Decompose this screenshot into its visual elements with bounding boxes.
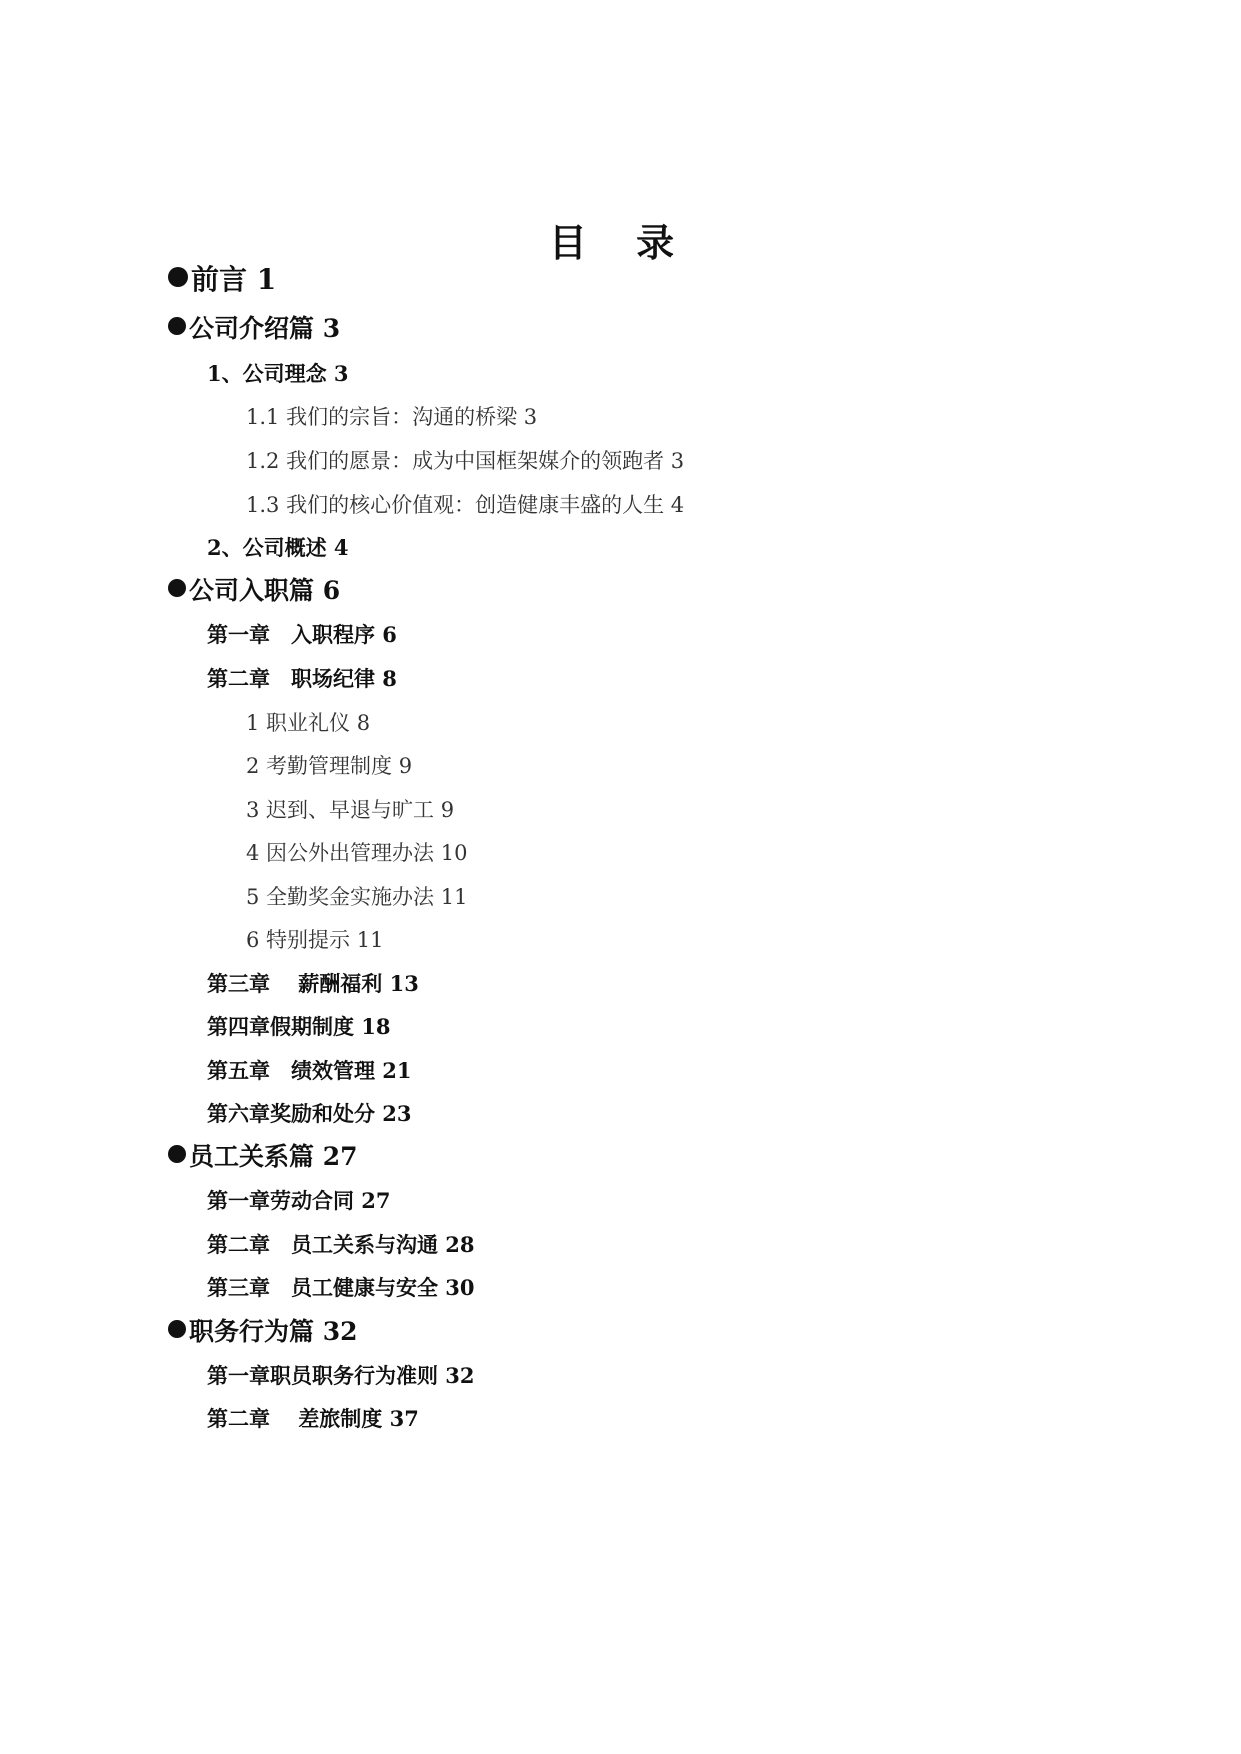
toc-entry-leave-policy: 第四章假期制度 18 <box>207 1014 391 1039</box>
bullet-icon <box>168 317 186 335</box>
toc-entry-label: 前言 1 <box>191 263 277 296</box>
toc-entry-professional-conduct <box>168 1315 358 1349</box>
toc-entry-workplace-discipline: 第二章 职场纪律 8 <box>207 666 397 691</box>
toc-entry-performance: 第五章 绩效管理 21 <box>207 1058 412 1083</box>
toc-entry-label: 公司介绍篇 3 <box>189 314 341 343</box>
toc-entry-preface <box>168 263 276 297</box>
toc-entry-relations-communication: 第二章 员工关系与沟通 28 <box>207 1232 475 1257</box>
toc-entry-special-notes: 6 特别提示 11 <box>246 928 384 952</box>
toc-entry-label: 员工关系篇 27 <box>189 1142 358 1171</box>
toc-entry-onboarding <box>168 574 340 608</box>
toc-entry-labor-contract: 第一章劳动合同 27 <box>207 1188 391 1213</box>
toc-entry-vision: 1.2 我们的愿景：成为中国框架媒介的领跑者 3 <box>246 449 685 473</box>
toc-entry-company-overview: 2、公司概述 4 <box>207 535 349 560</box>
toc-entry-employee-relations <box>168 1140 358 1174</box>
bullet-icon <box>168 1145 186 1163</box>
bullet-icon <box>168 267 188 287</box>
toc-entry-rewards-penalties: 第六章奖励和处分 23 <box>207 1101 412 1126</box>
toc-entry-onboarding-procedure: 第一章 入职程序 6 <box>207 622 397 647</box>
toc-entry-lateness: 3 迟到、早退与旷工 9 <box>246 798 455 822</box>
toc-entry-purpose: 1.1 我们的宗旨：沟通的桥梁 3 <box>246 405 538 429</box>
toc-entry-attendance-bonus: 5 全勤奖金实施办法 11 <box>246 885 468 909</box>
toc-entry-label: 职务行为篇 32 <box>189 1317 358 1346</box>
toc-entry-health-safety: 第三章 员工健康与安全 30 <box>207 1275 475 1300</box>
toc-entry-compensation: 第三章 薪酬福利 13 <box>207 971 419 996</box>
toc-entry-label: 公司入职篇 6 <box>189 576 341 605</box>
toc-entry-travel-policy: 第二章 差旅制度 37 <box>207 1406 419 1431</box>
toc-entry-conduct-code: 第一章职员职务行为准则 32 <box>207 1363 475 1388</box>
toc-entry-attendance: 2 考勤管理制度 9 <box>246 754 413 778</box>
page-title: 目 录 <box>548 220 693 265</box>
bullet-icon <box>168 1320 186 1338</box>
toc-entry-core-values: 1.3 我们的核心价值观：创造健康丰盛的人生 4 <box>246 493 685 517</box>
toc-entry-business-trip: 4 因公外出管理办法 10 <box>246 841 468 865</box>
toc-entry-company-intro <box>168 312 340 346</box>
bullet-icon <box>168 579 186 597</box>
toc-entry-company-philosophy: 1、公司理念 3 <box>207 361 349 386</box>
toc-entry-etiquette: 1 职业礼仪 8 <box>246 711 371 735</box>
